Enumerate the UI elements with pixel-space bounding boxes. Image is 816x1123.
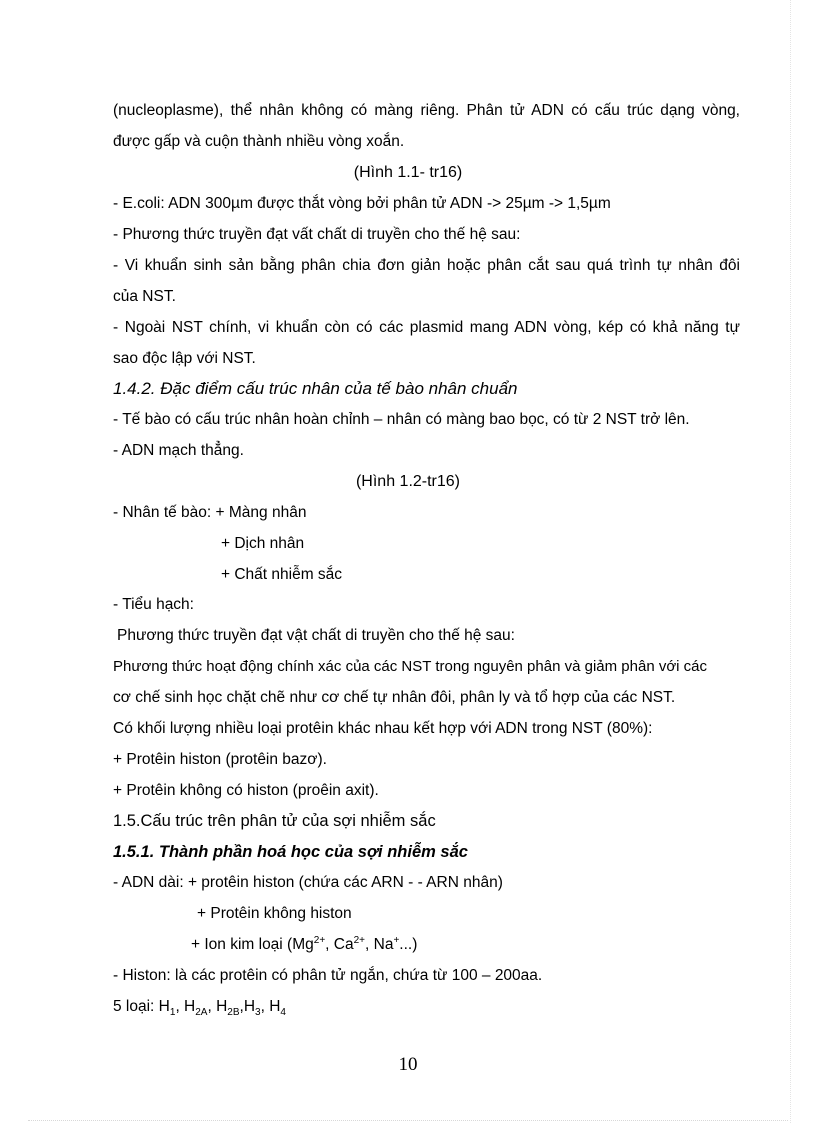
paragraph-line: - ADN dài: + protêin histon (chứa các ARN - - ARN nhân) [113, 874, 503, 891]
paragraph-line: - Tế bào có cấu trúc nhân hoàn chỉnh – nhân có màng bao bọc, có từ 2 NST trở lên. [113, 411, 690, 428]
section-heading: 1.5.Cấu trúc trên phân tử của sợi nhiễm sắc [113, 812, 436, 830]
paragraph-line: - Vi khuẩn sinh sản bằng phân chia đơn giản hoặc phân cắt sau quá trình tự nhân đôi [113, 257, 740, 274]
paragraph-line: - Histon: là các protêin có phân tử ngắn, chứa từ 100 – 200aa. [113, 967, 543, 984]
paragraph-line: sao độc lập với NST. [113, 350, 256, 367]
list-item: + Protêin không có histon (proêin axit). [113, 782, 379, 799]
list-item: + Protêin không histon [197, 905, 352, 922]
paragraph-line: của NST. [113, 288, 176, 305]
subsection-heading: 1.5.1. Thành phần hoá học của sợi nhiễm sắc [113, 843, 468, 861]
paragraph-line: - ADN mạch thẳng. [113, 442, 244, 459]
ion-list-item: + Ion kim loại ($Mg^{2+}$, $Ca^{2+}$, Na+...) [191, 934, 418, 953]
page-number: 10 [398, 1054, 418, 1075]
footer-rule [28, 1120, 788, 1121]
list-item: + Chất nhiễm sắc [221, 566, 343, 583]
paragraph-line: (nucleoplasme), thể nhân không có màng riêng. Phân tử ADN có cấu trúc dạng vòng, [113, 102, 740, 119]
paragraph-line: được gấp và cuộn thành nhiều vòng xoắn. [113, 133, 405, 150]
paragraph-line: Phương thức truyền đạt vật chất di truyền cho thế hệ sau: [117, 627, 515, 644]
paragraph-line: cơ chế sinh học chặt chẽ như cơ chế tự nhân đôi, phân ly và tổ hợp của các NST. [113, 689, 676, 706]
paragraph-line: - Nhân tế bào: + Màng nhân [113, 504, 307, 521]
paragraph-line: Phương thức hoạt động chính xác của các NST trong nguyên phân và giảm phân với các [113, 658, 708, 675]
paragraph-line: - Phương thức truyền đạt vất chất di truyền cho thế hệ sau: [113, 226, 521, 243]
figure-reference: (Hình 1.2-tr16) [355, 473, 461, 490]
paragraph-line: Có khối lượng nhiều loại protêin khác nhau kết hợp với ADN trong NST (80%): [113, 720, 653, 737]
paragraph-line: - Tiểu hạch: [113, 596, 194, 613]
section-heading: 1.4.2. Đặc điểm cấu trúc nhân của tế bào nhân chuẩn [113, 379, 518, 398]
paragraph-line: - Ngoài NST chính, vi khuẩn còn có các plasmid mang ADN vòng, kép có khả năng tự [113, 319, 740, 336]
paragraph-line: - E.coli: ADN 300µm được thắt vòng bởi phân tử ADN -> 25µm -> 1,5µm [113, 195, 611, 212]
page-margin-rule [790, 0, 791, 1123]
figure-reference: (Hình 1.1- tr16) [353, 164, 463, 181]
histone-types-line: 5 loại: $H_1$, $H_{2A}$, $H_{2B},H_3$, $H_4$ [113, 998, 286, 1019]
list-item: + Dịch nhân [221, 535, 305, 552]
list-item: + Protêin histon (protêin bazơ). [113, 751, 327, 768]
